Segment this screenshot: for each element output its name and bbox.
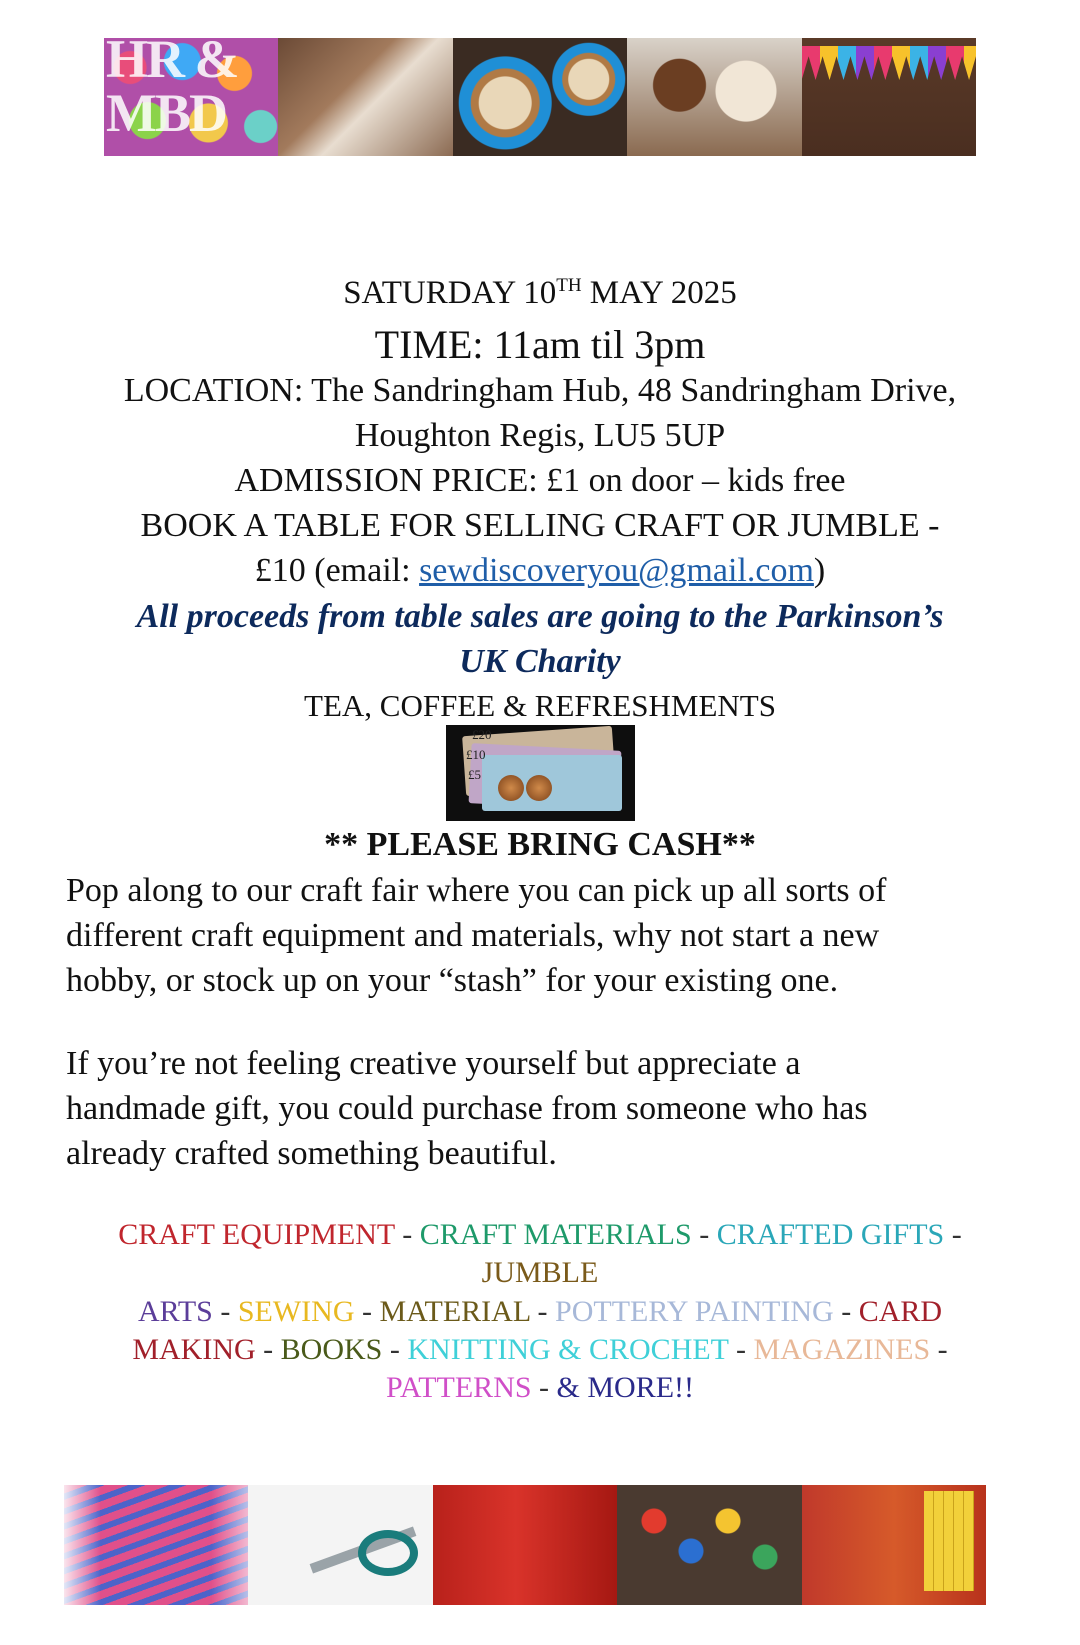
category-item: SEWING [237, 1295, 355, 1328]
category-item: BOOKS [280, 1333, 383, 1366]
header-photo-strip [104, 38, 976, 156]
footer-photo-strip [64, 1485, 986, 1605]
description-paragraph-2: If you’re not feeling creative yourself but appreciate a handmade gift, you could purchase from someone who has already crafted something beautiful. [66, 1045, 868, 1172]
description-paragraph-1: Pop along to our craft fair where you can pick up all sorts of different craft equipment and materials, why not start a new hobby, or stock up on your “stash” for your existing one. [66, 872, 887, 999]
event-time: TIME: 11am til 3pm [374, 322, 706, 367]
category-item: JUMBLE [481, 1256, 599, 1289]
charity-line1: All proceeds from table sales are going to the Parkinson’s [136, 598, 944, 635]
category-item: MAGAZINES [753, 1333, 931, 1366]
event-location-line1: LOCATION: The Sandringham Hub, 48 Sandringham Drive, [123, 372, 957, 409]
charity-line2: UK Charity [459, 643, 621, 680]
books-yarn-photo [802, 1485, 986, 1605]
categories-line5: PATTERNS - & MORE!! [385, 1371, 695, 1404]
category-item: CARD [858, 1295, 943, 1328]
category-item: CRAFTED GIFTS [716, 1218, 945, 1251]
category-item: ARTS [137, 1295, 213, 1328]
book-table-line2: £10 (email: sewdiscoveryou@gmail.com) [254, 552, 826, 589]
category-item: MATERIAL [379, 1295, 531, 1328]
event-location-line2: Houghton Regis, LU5 5UP [354, 417, 726, 454]
categories-line2 [0, 1256, 1080, 1290]
cupcakes-photo [627, 38, 801, 156]
category-item: CRAFT EQUIPMENT [118, 1218, 395, 1251]
email-link[interactable]: sewdiscoveryou@gmail.com [419, 552, 814, 589]
refreshments: TEA, COFFEE & REFRESHMENTS [304, 688, 776, 723]
categories-line3: ARTS - SEWING - MATERIAL - POTTERY PAINTING - CARD [137, 1295, 943, 1328]
painting-photo [278, 38, 452, 156]
thread-photo [433, 1485, 617, 1605]
paints-photo [617, 1485, 801, 1605]
category-item: & MORE!! [556, 1371, 695, 1404]
sewing-tools-photo [248, 1485, 432, 1605]
categories-line1: CRAFT EQUIPMENT - CRAFT MATERIALS - CRAFTED GIFTS - [118, 1218, 962, 1251]
category-item: CRAFT MATERIALS [419, 1218, 692, 1251]
admission-price: ADMISSION PRICE: £1 on door – kids free [234, 462, 846, 499]
book-table-line1: BOOK A TABLE FOR SELLING CRAFT OR JUMBLE - [140, 507, 940, 544]
logo: HR & MBD [106, 38, 238, 143]
bunting-photo [802, 38, 976, 156]
buttons-photo [104, 38, 278, 156]
category-item: POTTERY PAINTING [555, 1295, 834, 1328]
cash-photo: £20 £10 £5 [446, 725, 635, 821]
category-item: KNITTING & CROCHET [407, 1333, 729, 1366]
coffee-photo [453, 38, 627, 156]
event-date: SATURDAY 10TH MAY 2025 [343, 275, 737, 311]
categories-line4: MAKING - BOOKS - KNITTING & CROCHET - MAGAZINES - [132, 1333, 948, 1366]
cash-notice: ** PLEASE BRING CASH** [324, 826, 756, 863]
knitting-photo [64, 1485, 248, 1605]
category-item: PATTERNS [385, 1371, 532, 1404]
category-item: MAKING [132, 1333, 256, 1366]
